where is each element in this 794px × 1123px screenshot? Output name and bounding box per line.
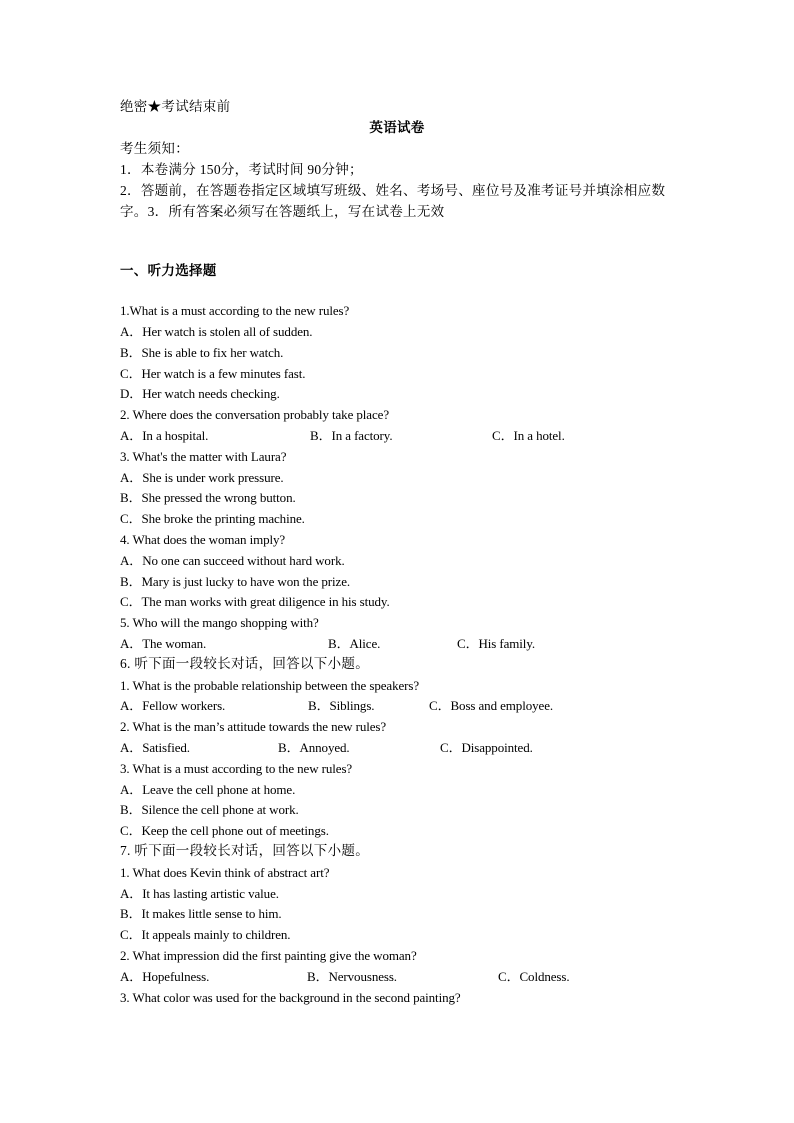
option-b: B．It makes little sense to him. xyxy=(120,906,282,921)
option-c: C．Coldness. xyxy=(498,969,570,984)
question-text: 1.What is a must according to the new rules? xyxy=(120,303,350,318)
question-text: 3. What is a must according to the new rules? xyxy=(120,761,353,776)
question-text: 6. 听下面一段较长对话，回答以下小题。 xyxy=(120,656,369,671)
option-b: B．In a factory. xyxy=(310,428,393,443)
option-b: B．Annoyed. xyxy=(278,740,350,755)
option-b: B．Nervousness. xyxy=(307,969,397,984)
option-a: A．Satisfied. xyxy=(120,740,190,755)
option-b: B．She pressed the wrong button. xyxy=(120,490,296,505)
option-b: B．She is able to fix her watch. xyxy=(120,345,284,360)
option-c: C．The man works with great diligence in his study. xyxy=(120,594,390,609)
question-text: 7. 听下面一段较长对话，回答以下小题。 xyxy=(120,843,369,858)
question-text: 1. What does Kevin think of abstract art? xyxy=(120,865,330,880)
section-title: 一、听力选择题 xyxy=(120,263,217,278)
option-a: A．Hopefulness. xyxy=(120,969,210,984)
option-b: B．Silence the cell phone at work. xyxy=(120,802,299,817)
option-d: D．Her watch needs checking. xyxy=(120,386,280,401)
notice-title: 考生须知： xyxy=(120,141,189,156)
option-b: B．Mary is just lucky to have won the prize. xyxy=(120,574,351,589)
option-a: A．The woman. xyxy=(120,636,207,651)
option-a: A．It has lasting artistic value. xyxy=(120,886,279,901)
option-c: C．Boss and employee. xyxy=(429,698,554,713)
question-text: 3. What's the matter with Laura? xyxy=(120,449,287,464)
page-title: 英语试卷 xyxy=(369,120,425,135)
option-a: A．In a hospital. xyxy=(120,428,209,443)
question-text: 1. What is the probable relationship between the speakers? xyxy=(120,678,419,693)
option-a: A．She is under work pressure. xyxy=(120,470,284,485)
question-text: 2. What is the man’s attitude towards the new rules? xyxy=(120,719,387,734)
option-a: A．No one can succeed without hard work. xyxy=(120,553,345,568)
question-text: 3. What color was used for the background in the second painting? xyxy=(120,990,461,1005)
question-text: 5. Who will the mango shopping with? xyxy=(120,615,319,630)
option-b: B．Alice. xyxy=(328,636,381,651)
option-a: A．Leave the cell phone at home. xyxy=(120,782,296,797)
confidential-label: 绝密★考试结束前 xyxy=(120,99,231,114)
question-text: 4. What does the woman imply? xyxy=(120,532,286,547)
option-c: C．It appeals mainly to children. xyxy=(120,927,291,942)
option-b: B．Siblings. xyxy=(308,698,375,713)
option-c: C．Her watch is a few minutes fast. xyxy=(120,366,306,381)
option-c: C．Keep the cell phone out of meetings. xyxy=(120,823,329,838)
notice-item-2: 2．答题前，在答题卷指定区域填写班级、姓名、考场号、座位号及准考证号并填涂相应数 xyxy=(120,183,666,198)
notice-item-2-cont: 字。3．所有答案必须写在答题纸上，写在试卷上无效 xyxy=(120,204,445,219)
question-text: 2. Where does the conversation probably take place? xyxy=(120,407,389,422)
question-text: 2. What impression did the first painting give the woman? xyxy=(120,948,417,963)
option-c: C．His family. xyxy=(457,636,536,651)
option-c: C．She broke the printing machine. xyxy=(120,511,305,526)
option-c: C．Disappointed. xyxy=(440,740,533,755)
notice-item-1: 1．本卷满分 150分，考试时间 90分钟； xyxy=(120,162,363,177)
option-a: A．Her watch is stolen all of sudden. xyxy=(120,324,313,339)
option-a: A．Fellow workers. xyxy=(120,698,226,713)
option-c: C．In a hotel. xyxy=(492,428,565,443)
